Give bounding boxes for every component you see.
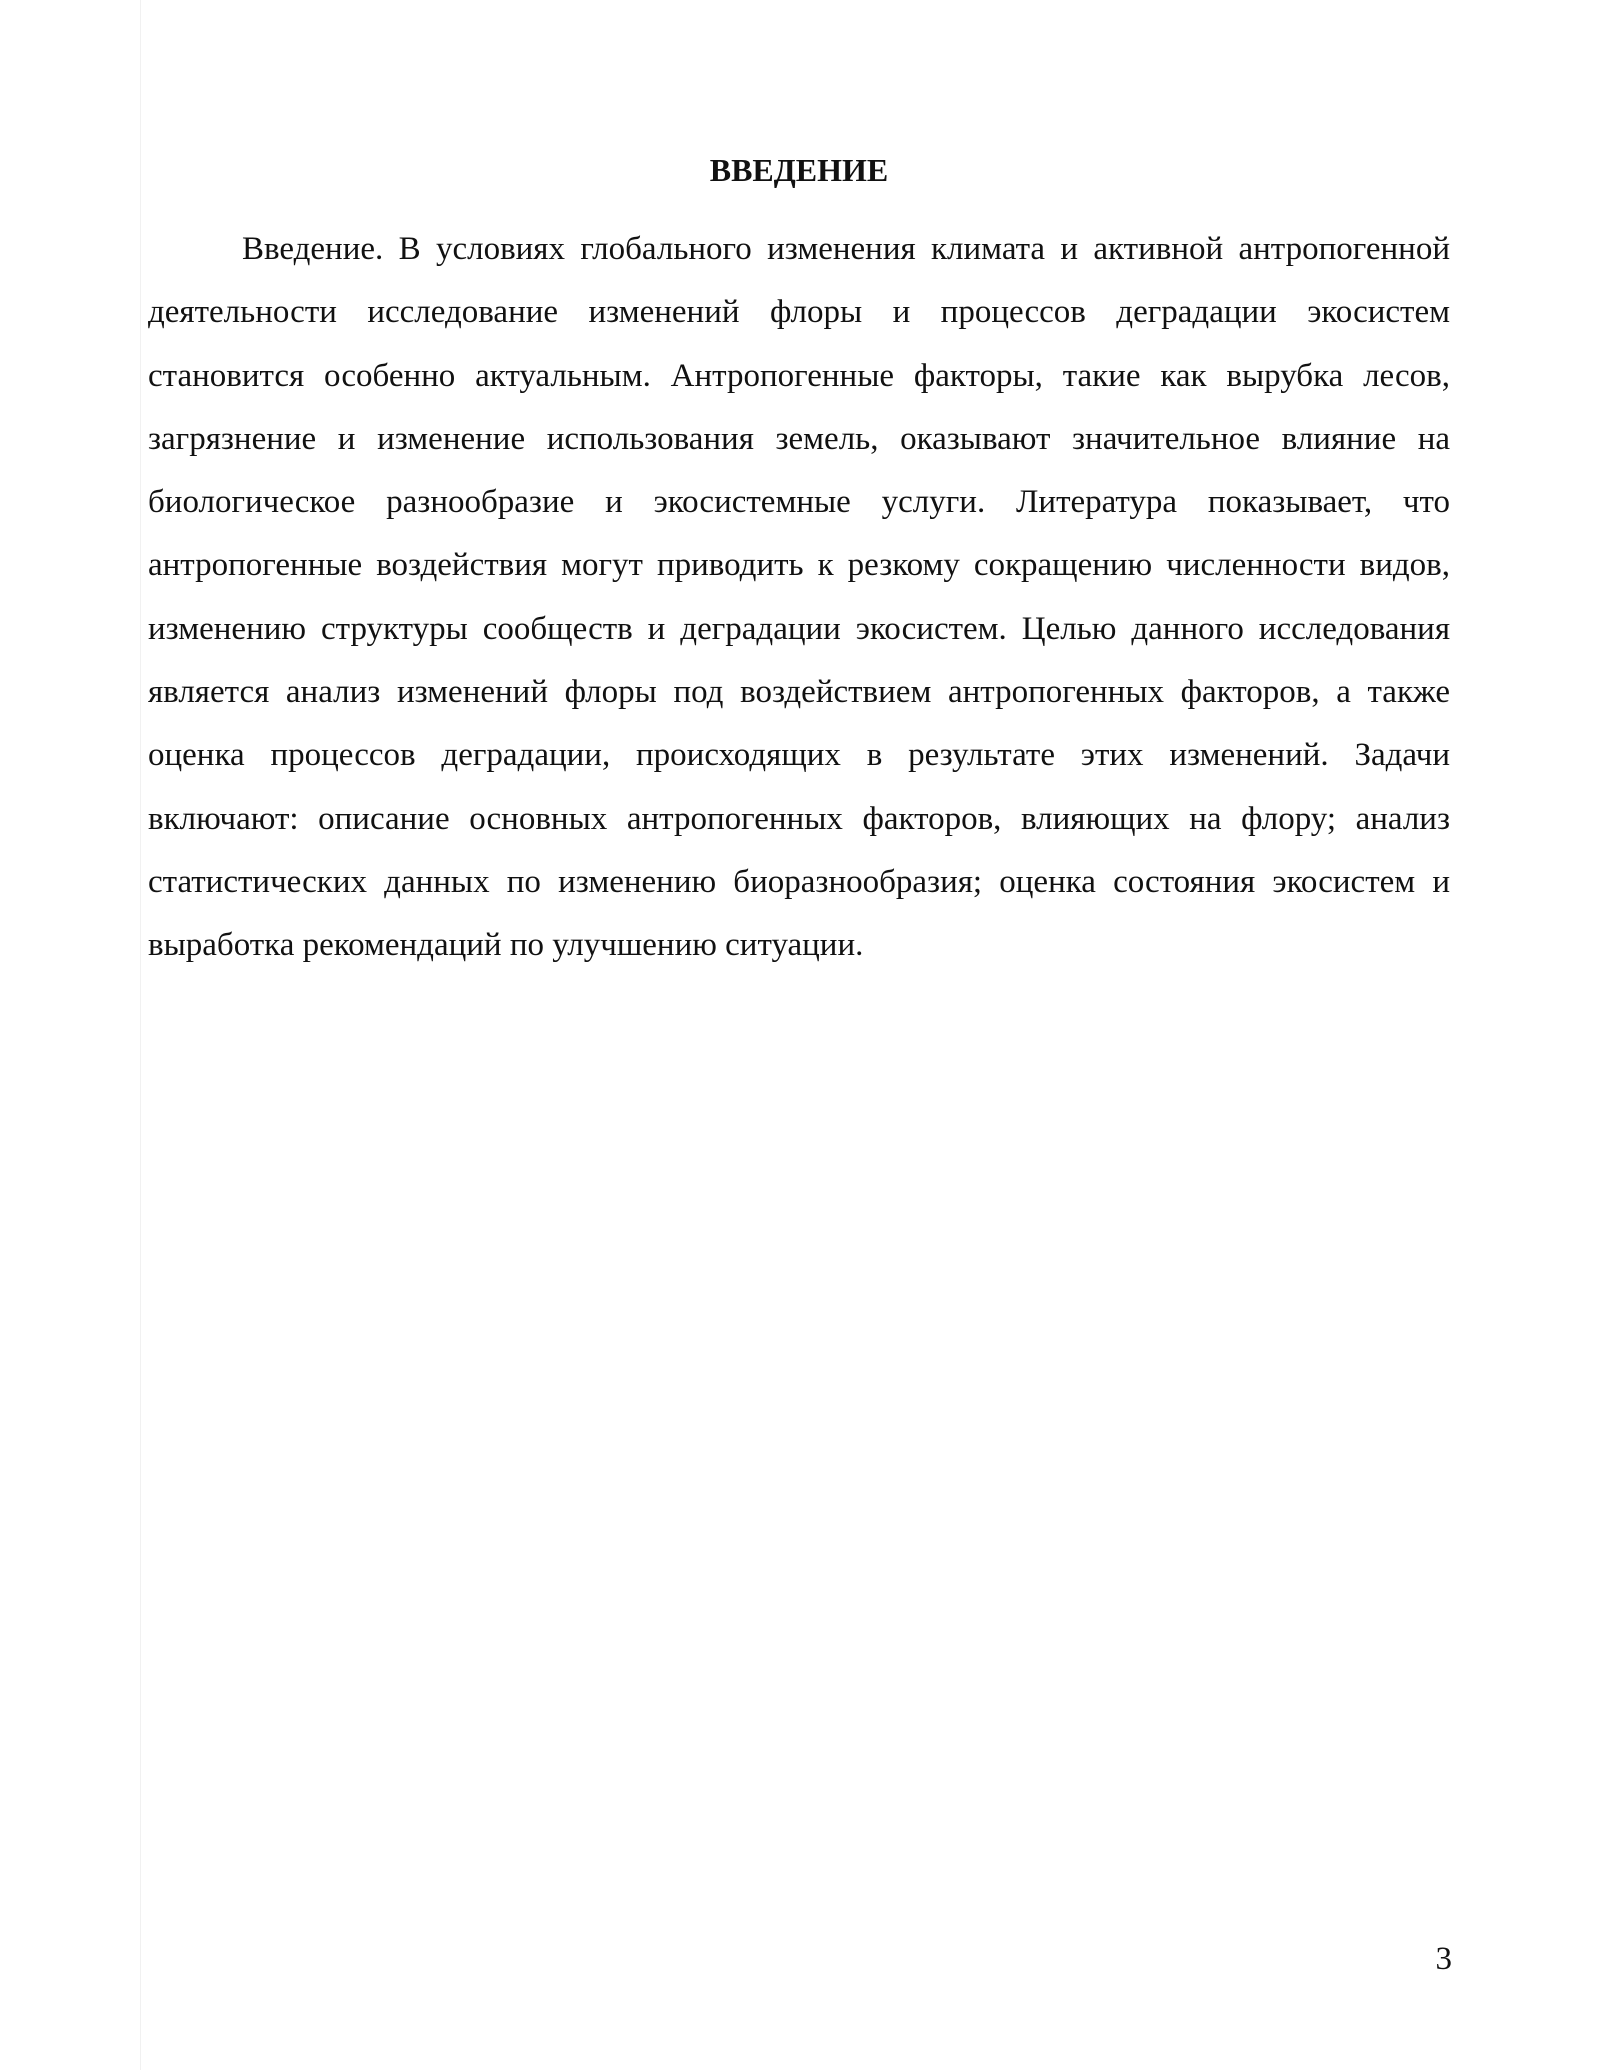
introduction-paragraph: Введение. В условиях глобального изменения климата и активной антропогенной деятельности исследование изменений флоры и процессов деградации экосистем становится особенно актуальным. Антропогенные факторы, такие как вырубка лесов, загрязнение и изменение использования земель, оказывают значительное влияние на биологическое разнообразие и экосистемные услуги. Литература показывает, что антропогенные воздействия могут приводить к резкому сокращению численности видов, изменению структуры сообществ и деградации экосистем. Целью данного исследования является анализ изменений флоры под воздействием антропогенных факторов, а также оценка процессов деградации, происходящих в результате этих изменений. Задачи включают: описание основных антропогенных факторов, влияющих на флору; анализ статистических данных по изменению биоразнообразия; оценка состояния экосистем и выработка рекомендаций по улучшению ситуации. <box>148 231 1450 964</box>
section-heading: ВВЕДЕНИЕ <box>709 152 889 188</box>
page-margin-line <box>140 0 141 2070</box>
page-number: 3 <box>1435 1941 1452 1977</box>
